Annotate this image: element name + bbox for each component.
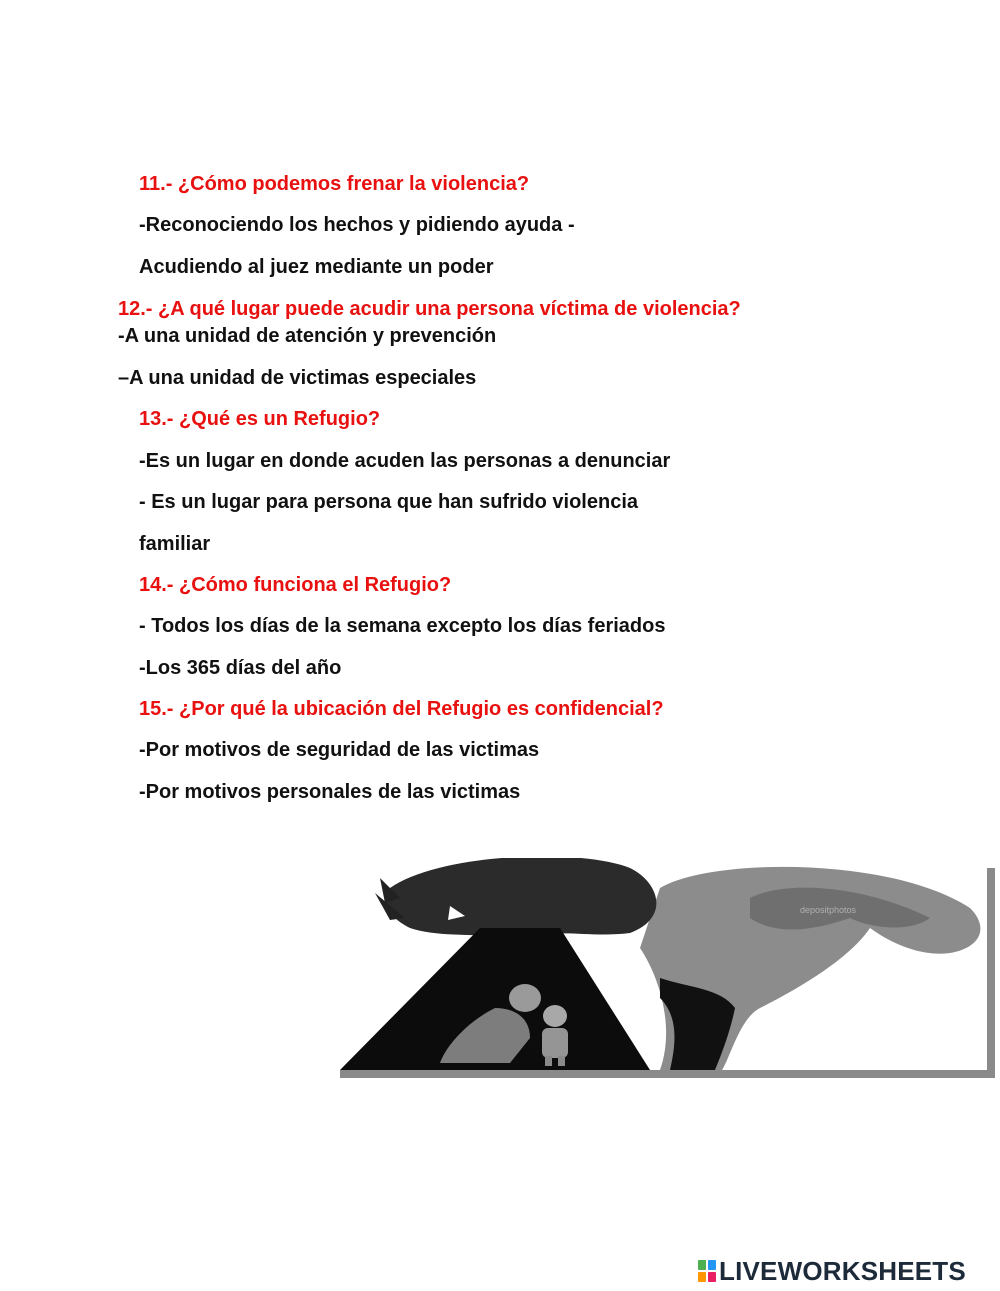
victim-child-leg-right — [558, 1056, 565, 1066]
liveworksheets-logo-icon — [698, 1260, 716, 1282]
illustration-shadow-bottom — [340, 1070, 995, 1078]
answer-12-line-1: -A una unidad de atención y prevención — [118, 325, 497, 347]
answer-13-line-2: - Es un lugar para persona que han sufrido violencia — [139, 491, 638, 513]
answer-13-line-1: -Es un lugar en donde acuden las personas a denunciar — [139, 450, 671, 472]
liveworksheets-logo[interactable] — [698, 1256, 966, 1286]
answer-15-line-2: -Por motivos personales de las victimas — [139, 781, 521, 803]
victim-child-leg-left — [545, 1056, 552, 1066]
liveworksheets-logo-text: LIVEWORKSHEETS — [719, 1255, 966, 1286]
answer-12-line-2: –A una unidad de victimas especiales — [118, 367, 477, 389]
illustration-shadow-right — [987, 868, 995, 1078]
illustration-svg — [330, 858, 1000, 1080]
victim-child-body — [542, 1028, 568, 1058]
victim-child-head — [543, 1005, 567, 1027]
answer-14-line-1: - Todos los días de la semana excepto los días feriados — [139, 615, 666, 637]
victim-adult-head — [509, 984, 541, 1012]
question-11: 11.- ¿Cómo podemos frenar la violencia? — [139, 173, 530, 195]
question-13: 13.- ¿Qué es un Refugio? — [139, 408, 381, 430]
question-15: 15.- ¿Por qué la ubicación del Refugio es confidencial? — [139, 698, 664, 720]
question-14: 14.- ¿Cómo funciona el Refugio? — [139, 574, 452, 596]
answer-13-line-3: familiar — [139, 533, 211, 555]
answer-15-line-1: -Por motivos de seguridad de las victimas — [139, 739, 540, 761]
violence-illustration-icon — [330, 858, 1000, 1080]
answer-11-line-1: -Reconociendo los hechos y pidiendo ayuda - — [139, 214, 575, 236]
answer-11-line-2: Acudiendo al juez mediante un poder — [139, 256, 494, 278]
question-12: 12.- ¿A qué lugar puede acudir una persona víctima de violencia? — [118, 298, 741, 320]
illustration-watermark: depositphotos — [800, 905, 857, 915]
answer-14-line-2: -Los 365 días del año — [139, 657, 342, 679]
